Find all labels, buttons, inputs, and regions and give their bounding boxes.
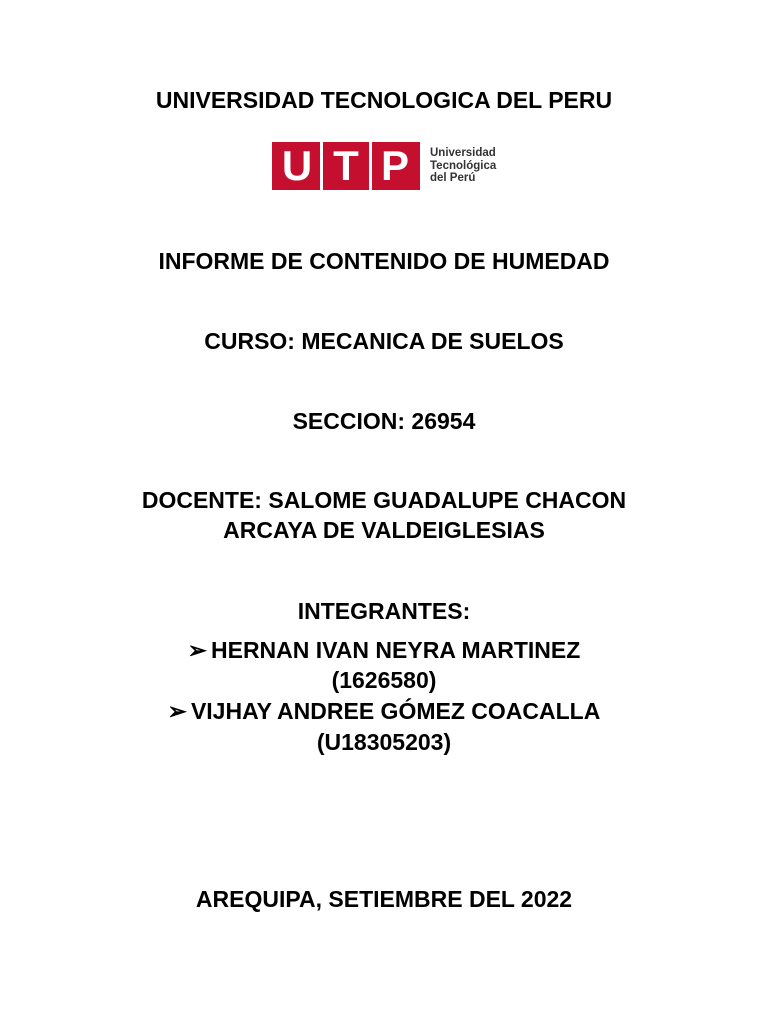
logo-letter-t: T <box>333 142 359 189</box>
logo-letter-p: P <box>380 142 409 189</box>
utp-logo <box>272 142 512 190</box>
arrow-bullet-icon: ➢ <box>187 637 207 663</box>
logo-text-line: Universidad <box>430 147 496 159</box>
place-date: AREQUIPA, SETIEMBRE DEL 2022 <box>195 886 573 912</box>
members-heading: INTEGRANTES: <box>297 598 471 624</box>
member-2-name: VIJHAY ANDREE GÓMEZ COACALLA <box>190 698 601 724</box>
member-2-code: (U18305203) <box>316 729 452 755</box>
logo-wordmark <box>430 147 496 185</box>
logo-text-line: del Perú <box>430 172 476 184</box>
university-title: UNIVERSIDAD TECNOLOGICA DEL PERU <box>155 87 613 113</box>
arrow-bullet-icon: ➢ <box>167 698 187 724</box>
member-1-name: HERNAN IVAN NEYRA MARTINEZ <box>211 637 581 663</box>
course-line: CURSO: MECANICA DE SUELOS <box>204 328 564 354</box>
logo-text-line: Tecnológica <box>430 159 497 172</box>
teacher-line-2: ARCAYA DE VALDEIGLESIAS <box>223 517 545 543</box>
report-title: INFORME DE CONTENIDO DE HUMEDAD <box>158 248 610 274</box>
teacher-line-1: DOCENTE: SALOME GUADALUPE CHACON <box>141 487 627 513</box>
member-1-code: (1626580) <box>331 667 437 693</box>
member-1-line <box>0 635 768 665</box>
member-2-line <box>0 696 768 726</box>
section-line: SECCION: 26954 <box>292 408 476 434</box>
logo-letter-u: U <box>281 142 313 189</box>
